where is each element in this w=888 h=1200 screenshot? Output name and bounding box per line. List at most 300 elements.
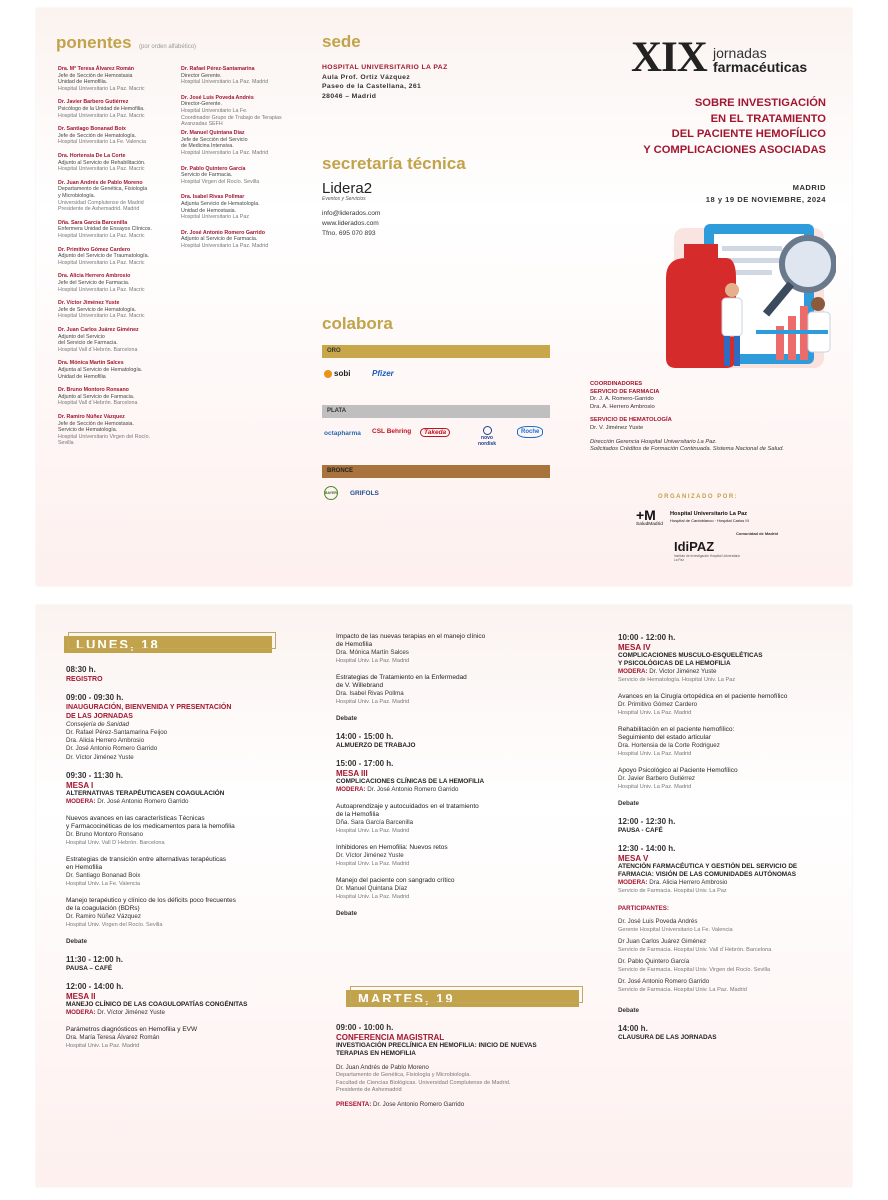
session-time: 09:30 - 11:30 h. — [66, 770, 123, 780]
event-title-line: Y COMPLICACIONES ASOCIADAS — [643, 143, 826, 156]
speaker-affiliation: Presidente de Ashemadrid — [336, 1087, 402, 1093]
speaker-hospital: Hospital Universitario La Fe. Valencia — [58, 139, 146, 146]
session-time: 09:00 - 10:00 h. — [336, 1023, 394, 1032]
speaker-hospital: Hospital Universitario La Paz. Macric — [58, 85, 145, 92]
event-title — [526, 96, 826, 158]
lidera-web[interactable]: www.liderados.com — [322, 220, 379, 227]
talk-title: Seguimiento del estado articular — [618, 734, 711, 741]
participant-name: Dr. Pablo Quintero García — [618, 958, 690, 965]
org-salud: SaludMadrid — [636, 522, 663, 527]
sponsor-csl-behring: CSL Behring — [372, 428, 412, 435]
program-block — [618, 633, 833, 684]
talk-hospital: Hospital Univ. Virgen del Rocío. Sevilla — [66, 921, 163, 928]
speaker-role: Jefe de Sección de Hematología. — [58, 132, 137, 139]
tier-oro: ORO — [322, 345, 550, 358]
coord-name: Dra. A. Herrero Ambrosio — [590, 403, 655, 410]
talk-hospital: Hospital Univ. La Paz. Madrid — [336, 861, 410, 867]
secretaria-title: secretaría técnica — [322, 154, 466, 173]
program-block — [336, 633, 571, 665]
ponentes-header — [56, 33, 196, 53]
program-block — [336, 844, 571, 868]
speaker-entry — [181, 230, 299, 250]
talk-speaker: Dr. Javier Barbero Gutiérrez — [618, 775, 696, 782]
sede-line: Aula Prof. Ortiz Vázquez — [322, 73, 411, 81]
talk-title: de V. Willebrand — [336, 682, 384, 689]
moderator-label: MODERA: — [66, 1008, 96, 1016]
lidera-logo-text: Lidera2 — [322, 180, 373, 197]
speaker-role: Adjunto del Servicio de Traumatología. — [58, 253, 149, 260]
speaker-name: Dr. Víctor Jiménez Yuste — [58, 300, 120, 307]
speaker-name: Dña. Sara García Barcenilla — [58, 219, 128, 226]
speaker-name: Dr. Pablo Quintero García — [181, 165, 246, 172]
session-heading: CLAUSURA DE LAS JORNADAS — [618, 1034, 717, 1041]
speaker-hospital: Hospital Universitario La Paz. Macric — [58, 259, 145, 266]
speaker-role: Adjunto del Servicio — [58, 333, 105, 340]
speaker-name: Dr. Bruno Montoro Ronsano — [58, 387, 129, 394]
speaker-role: Adjunta Servicio de Hematología. — [181, 200, 260, 207]
speaker-role: Unidad de Hemofilia — [58, 373, 106, 380]
session-time: 14:00 - 15:00 h. — [336, 732, 394, 741]
session-heading: TERAPIAS EN HEMOFILIA — [336, 1050, 416, 1057]
direccion-gerencia: Dirección Gerencia Hospital Universitario La Paz. — [590, 438, 717, 445]
program-block — [336, 732, 571, 750]
speaker-entry — [58, 99, 176, 119]
talk-title: de la Hemofilia — [336, 811, 379, 818]
program-block — [66, 815, 296, 847]
program-block — [336, 910, 571, 918]
session-time: 14:00 h. — [618, 1024, 648, 1033]
speaker-entry — [181, 95, 299, 128]
speaker-hospital: Hospital Universitario La Paz. Macric — [58, 166, 145, 173]
coord-name: Dr. V. Jiménez Yuste — [590, 424, 644, 431]
talk-title: Estrategias de transición entre alternativas terapéuticas — [66, 855, 227, 863]
session-mesa: MESA IV — [618, 643, 651, 652]
session-time: 10:00 - 12:00 h. — [618, 633, 676, 642]
speaker-hospital: Hospital Universitario La Paz. Macric — [58, 313, 145, 320]
speaker-name: Dr. Ramiro Núñez Vázquez — [58, 414, 125, 420]
speaker-role: de Medicina Intensiva. — [181, 143, 234, 150]
program-block — [618, 1024, 833, 1042]
speaker-entry — [58, 327, 176, 353]
sede-line: Paseo de la Castellana, 261 — [322, 83, 422, 90]
speaker-extra: Coordinador Grupo de Trabajo de Terapias Avanzadas SEFH — [181, 114, 282, 128]
speaker-name: Dr. José Luis Poveda Andrés — [181, 94, 254, 101]
coordinators — [590, 381, 784, 454]
organizado-label: ORGANIZADO POR: — [658, 494, 739, 500]
tier-plata: PLATA — [322, 405, 550, 418]
speaker-affiliation: Facultad de Ciencias Biológicas. Universidad Complutense de Madrid. — [336, 1079, 511, 1086]
event-city: MADRID — [792, 183, 826, 192]
talk-speaker: Dra. Hortensia de la Corte Rodriguez — [618, 742, 720, 749]
talk-hospital: Hospital Univ. La Paz. Madrid — [336, 699, 410, 705]
speaker-role: y Microbiología. — [58, 192, 96, 199]
speaker-extra: Presidente de Ashemadrid. Madrid — [58, 206, 140, 213]
sponsor-octapharma: octapharma — [324, 430, 361, 437]
session-mesa: MESA I — [66, 780, 94, 790]
coord-name: Dr. J. A. Romero-Garrido — [590, 396, 654, 403]
moderator-affiliation: Servicio de Hematología. Hospital Univ. La Paz — [618, 677, 736, 683]
talk-hospital: Hospital Univ. La Paz. Madrid — [66, 1042, 140, 1049]
speaker-hospital: Hospital Universitario La Paz. Macric — [58, 232, 145, 239]
brand-bottom: farmacéuticas — [713, 59, 808, 75]
program-block — [336, 1023, 581, 1109]
speaker-role: Adjunto al Servicio de Rehabilitación. — [58, 159, 146, 166]
org-hospital-sub: Hospital de Cantoblanco · Hospital Carlos III — [670, 517, 749, 523]
session-heading: FARMACIA: VISIÓN DE LAS COMUNIDADES AUTÓNOMAS — [618, 871, 796, 878]
program-block — [66, 982, 296, 1017]
speaker-name: Dra. Alicia Herrero Ambrosio — [58, 273, 131, 280]
sede-title: sede — [322, 32, 361, 51]
session-mesa: MESA II — [66, 991, 96, 1001]
talk-hospital: Hospital Univ. La Paz. Madrid — [336, 828, 410, 834]
speaker-role: Adjunto al Servicio de Farmacia. — [181, 236, 258, 243]
program-block — [66, 938, 296, 946]
speaker-name: Dra. Hortensia De La Corte — [58, 153, 126, 159]
session-heading: COMPLICACIONES CLÍNICAS DE LA HEMOFILIA — [336, 778, 485, 785]
hemophilia-illustration — [656, 218, 836, 378]
talk-speaker: Dr. Bruno Montoro Ronsano — [66, 830, 144, 838]
talk-speaker: Dña. Sara García Barcenilla — [336, 819, 414, 826]
brand-wordmark — [713, 46, 807, 74]
participant-affiliation: Servicio de Farmacia. Hospital Univ. Virgen del Rocío. Sevilla — [618, 967, 771, 973]
speaker-entry — [58, 220, 176, 240]
talk-hospital: Hospital Univ. La Fe. Valencia — [66, 880, 141, 887]
talk-speaker: Dr. Ramiro Núñez Vázquez — [66, 912, 141, 920]
brand-logo — [631, 36, 707, 80]
participant-name: Dr Juan Carlos Juárez Giménez — [618, 938, 707, 945]
speaker-role: Adjunta al Servicio de Hematología. — [58, 366, 143, 373]
program-block — [66, 856, 296, 888]
speaker-hospital: Universidad Complutense de Madrid — [58, 199, 144, 206]
speaker-name: Dr. Juan Andrés de Pablo Moreno — [58, 179, 143, 186]
participant-name: Dr. José Antonio Romero Garrido — [618, 978, 710, 985]
participant-affiliation: Servicio de Farmacia. Hospital Univ. Vall d´Hebrón. Barcelona — [618, 947, 772, 953]
debate-label: Debate — [618, 1007, 639, 1014]
moderator-name: Dra. Alicia Herrero Ambrosio — [649, 879, 728, 886]
moderator-label: MODERA: — [336, 786, 366, 793]
talk-hospital: Hospital Univ. Vall D´Hebrón. Barcelona — [66, 839, 165, 846]
speaker-role: Director Gerente. — [181, 72, 222, 79]
speaker-entry — [181, 66, 299, 86]
program-block — [618, 904, 833, 994]
speaker-role: Enfermera Unidad de Ensayos Clínicos. — [58, 226, 152, 233]
speaker-role: Adjunto al Servicio de Farmacia. — [58, 393, 135, 400]
sponsor-sobi: sobi — [324, 369, 350, 378]
session-heading: COMPLICACIONES MUSCULO-ESQUELÉTICAS — [618, 652, 763, 659]
talk-hospital: Hospital Univ. La Paz. Madrid — [336, 894, 410, 900]
talk-speaker: Dr. Santiago Bonanad Boix — [66, 871, 141, 879]
session-title: REGISTRO — [66, 676, 103, 683]
talk-speaker: Dr. Primitivo Gómez Cardero — [618, 701, 698, 708]
session-title: DE LAS JORNADAS — [66, 713, 133, 720]
speaker-role: Jefe de Servicio de Hematología. — [58, 306, 137, 313]
program-block — [618, 726, 833, 758]
moderator-label: MODERA: — [66, 797, 96, 805]
speaker-hospital: Hospital Virgen del Rocío. Sevilla — [181, 178, 260, 185]
org-lapaz-mark: +M — [636, 507, 656, 523]
program-block — [618, 693, 833, 717]
session-time: 15:00 - 17:00 h. — [336, 759, 394, 768]
participant-name: Dr. José Luis Poveda Andrés — [618, 918, 698, 925]
presenter-label: PRESENTA: — [336, 1100, 372, 1108]
program-block — [66, 955, 296, 973]
sponsor-bayer: BAYER — [324, 486, 338, 500]
moderator-name: Dr. Víctor Jiménez Yuste — [97, 1008, 165, 1016]
talk-title: de Hemofilia — [336, 641, 373, 648]
speaker-role: Director-Gerente. — [181, 101, 222, 108]
session-heading: MANEJO CLÍNICO DE LAS COAGULOPATÍAS CONGÉNITAS — [66, 1000, 248, 1008]
speaker-name: Dr. Primitivo Gómez Cardero — [58, 246, 131, 253]
speaker-role: Servicio de Hematología. — [58, 427, 118, 434]
participant-affiliation: Gerente Hospital Universitario La Fe. Valencia — [618, 927, 733, 933]
speaker-entry — [58, 273, 176, 293]
session-heading: PAUSA – CAFÉ — [66, 964, 113, 972]
event-dates: 18 y 19 DE NOVIEMBRE, 2024 — [705, 195, 826, 204]
speaker-hospital: Hospital Universitario La Fe. — [181, 107, 248, 114]
debate-label: Debate — [336, 910, 357, 917]
coord-hematologia: SERVICIO DE HEMATOLOGÍA — [590, 417, 672, 424]
sponsor-grifols: GRIFOLS — [350, 490, 379, 497]
lidera-contact — [322, 209, 380, 239]
program-block — [618, 817, 833, 835]
sede-hospital: HOSPITAL UNIVERSITARIO LA PAZ — [322, 64, 448, 71]
lidera-phone: Tfno. 695 070 893 — [322, 230, 376, 237]
sponsor-novo-nordisk: novo nordisk — [472, 426, 502, 447]
speaker-name: Dr. Juan Carlos Juárez Giménez — [58, 327, 139, 333]
colabora-title: colabora — [322, 314, 393, 333]
speaker-hospital: Hospital Universitario La Paz. Macric — [58, 286, 145, 293]
talk-speaker: Dra. María Teresa Álvarez Román — [66, 1033, 160, 1041]
speaker-role: Unidad de Hemostasia. — [181, 207, 237, 214]
speaker-name: Dra. Mª Teresa Álvarez Román — [58, 66, 135, 72]
talk-title: Inhibidores en Hemofilia: Nuevos retos — [336, 844, 448, 851]
moderator-name: Dr. José Antonio Romero Garrido — [367, 786, 459, 793]
talk-title: Rehabilitación en el paciente hemofílico: — [618, 726, 735, 733]
session-heading: INVESTIGACIÓN PRECLÍNICA EN HEMOFILIA: INICIO DE NUEVAS — [336, 1042, 537, 1049]
speaker-role: Jefe de Sección de Hemostasia — [58, 72, 133, 79]
session-title: INAUGURACIÓN, BIENVENIDA Y PRESENTACIÓN — [66, 704, 232, 711]
speaker-hospital: Hospital Vall d´Hebrón. Barcelona — [58, 400, 138, 407]
session-time: 12:00 - 12:30 h. — [618, 817, 676, 826]
org-lapaz-logo — [636, 508, 663, 527]
speaker-name: Dr. Manuel Quintana Díaz — [181, 130, 245, 137]
event-title-line: DEL PACIENTE HEMOFÍLICO — [671, 128, 826, 140]
program-block — [618, 1007, 833, 1015]
talk-title: Manejo del paciente con sangrado crítico — [336, 877, 455, 884]
program-block — [618, 800, 833, 808]
speaker-role: Servicio de Farmacia. — [181, 172, 233, 179]
org-lapaz-text — [670, 511, 749, 524]
debate-label: Debate — [336, 715, 357, 722]
brochure-cover-sheet — [36, 8, 852, 586]
moderator-label: MODERA: — [618, 879, 648, 886]
speaker-entry — [58, 387, 176, 407]
coord-farmacia: SERVICIO DE FARMACIA — [590, 388, 660, 395]
speaker-hospital: Hospital Universitario La Paz. Macric — [58, 112, 145, 119]
program-block — [66, 1026, 296, 1050]
session-time: 12:30 - 14:00 h. — [618, 844, 676, 853]
org-idipaz-sub: Instituto de Investigación Hospital Universitario La Paz — [674, 554, 741, 562]
talk-title: en Hemofilia — [66, 863, 103, 871]
speaker-role: Departamento de Genética, Fisiología — [58, 186, 148, 193]
moderator-line — [336, 786, 571, 794]
talk-speaker: Dr. Manuel Quintana Díaz — [336, 885, 408, 892]
speaker-entry — [181, 130, 299, 156]
talk-title: Apoyo Psicológico al Paciente Hemofílico — [618, 767, 738, 774]
speaker-name: Dr. Rafael Pérez-Santamarina — [181, 66, 255, 72]
debate-label: Debate — [618, 800, 639, 807]
org-idipaz: IdiPAZ — [674, 539, 715, 554]
sponsor-pfizer: Pfizer — [372, 369, 394, 378]
speaker-hospital: Hospital Vall d´Hebrón. Barcelona — [58, 346, 138, 353]
speaker-role: Psicólogo de la Unidad de Hemofilia. — [58, 105, 145, 112]
day-banner-lunes: LUNES, 18 — [64, 636, 272, 653]
presenter-name: Dr. Jose Antonio Romero Garrido — [373, 1100, 465, 1108]
event-title-line: EN EL TRATAMIENTO — [710, 112, 826, 125]
speaker-role: Unidad de Hemofilia. — [58, 79, 108, 86]
program-block — [618, 767, 833, 791]
sede-line: 28046 – Madrid — [322, 92, 377, 100]
talk-title: Impacto de las nuevas terapias en el manejo clínico — [336, 633, 486, 640]
session-person: Dra. Alicia Herrero Ambrosio — [66, 737, 145, 745]
creditos-note: Solicitados Créditos de Formación Continuada. Sistema Nacional de Salud. — [590, 446, 784, 453]
speaker-entry — [58, 414, 176, 447]
speaker-entry — [58, 126, 176, 146]
moderator-line — [618, 879, 833, 887]
lidera-logo — [322, 180, 372, 202]
talk-speaker: Dr. Juan Andrés de Pablo Moreno — [336, 1064, 429, 1071]
speaker-hospital: Hospital Universitario Virgen del Rocío. — [58, 433, 151, 440]
program-block — [336, 877, 571, 901]
session-heading: ATENCIÓN FARMACÉUTICA Y GESTIÓN DEL SERVICIO DE — [618, 863, 798, 870]
event-title-line: SOBRE INVESTIGACIÓN — [694, 97, 826, 109]
speaker-entry — [58, 247, 176, 267]
talk-speaker: Dr. Víctor Jiménez Yuste — [336, 852, 404, 859]
talk-title: de la coagulación (BDRs) — [66, 904, 140, 912]
speaker-hospital: Hospital Universitario La Paz. Madrid — [181, 149, 269, 156]
speaker-entry — [181, 166, 299, 186]
speaker-name: Dra. Isabel Rivas Pollmar — [181, 194, 245, 201]
session-heading: Y PSICOLÓGICAS DE LA HEMOFILIA — [618, 660, 731, 667]
program-block — [66, 771, 296, 806]
session-heading: PAUSA - CAFÉ — [618, 827, 663, 834]
brand-top: jornadas — [713, 45, 767, 61]
talk-title: Estrategias de Tratamiento en la Enfermedad — [336, 674, 467, 681]
talk-speaker: Dra. Mónica Martín Salces — [336, 649, 409, 656]
brand-roman-numeral: XIX — [631, 34, 707, 81]
talk-hospital: Hospital Univ. La Paz. Madrid — [618, 710, 692, 716]
talk-title: Parámetros diagnósticos en Hemofilia y EVW — [66, 1025, 198, 1033]
day-banner-martes: MARTES, 19 — [346, 990, 579, 1007]
lidera-tagline: Eventos y Servicios — [322, 196, 366, 202]
speaker-affiliation: Departamento de Genética, Fisiología y Microbiología. — [336, 1072, 471, 1078]
talk-hospital: Hospital Univ. La Paz. Madrid — [336, 658, 410, 664]
program-block — [336, 759, 571, 794]
talk-title: Autoaprendizaje y autocuidados en el tratamiento — [336, 803, 479, 810]
sponsor-takeda: Takeda — [420, 428, 450, 437]
speaker-name: Dr. José Antonio Romero Garrido — [181, 229, 265, 236]
org-comunidad: Comunidad de Madrid — [736, 531, 778, 536]
speaker-hospital: Hospital Universitario La Paz. Madrid — [181, 79, 269, 86]
speaker-entry — [181, 194, 299, 220]
session-person: Dr. José Antonio Romero Garrido — [66, 745, 158, 753]
session-person: Dr. Víctor Jiménez Yuste — [66, 753, 134, 761]
moderator-line — [618, 668, 833, 676]
speaker-hospital: Hospital Universitario La Paz. Madrid — [181, 242, 269, 249]
speaker-role: Jefe de Sección del Servicio — [181, 136, 248, 143]
session-time: 11:30 - 12:00 h. — [66, 954, 123, 964]
moderator-line — [66, 798, 296, 806]
sobi-icon — [324, 370, 332, 378]
session-time: 09:00 - 09:30 h. — [66, 693, 124, 702]
novo-nordisk-icon — [483, 426, 492, 435]
program-block — [336, 715, 571, 723]
speaker-name: Dr. Santiago Bonanad Boix — [58, 126, 126, 133]
org-hospital: Hospital Universitario La Paz — [670, 511, 748, 517]
ponentes-subtitle: (por orden alfabético) — [139, 44, 197, 50]
moderator-name: Dr. Victor Jiménez Yuste — [649, 668, 717, 675]
program-block — [66, 897, 296, 929]
event-location-dates — [706, 182, 826, 206]
session-subtitle: Consejería de Sanidad — [66, 721, 129, 728]
program-block — [336, 803, 571, 835]
speaker-extra: Sevilla — [58, 440, 74, 447]
session-heading: ALMUERZO DE TRABAJO — [336, 742, 416, 749]
moderator-label: MODERA: — [618, 668, 648, 675]
session-mesa: MESA III — [336, 769, 368, 778]
participant-affiliation: Servicio de Farmacia. Hospital Univ. La Paz. Madrid — [618, 987, 747, 993]
program-block — [336, 674, 571, 706]
presenter-line — [336, 1101, 581, 1109]
debate-label: Debate — [66, 937, 87, 945]
program-sheet — [36, 605, 852, 1187]
speaker-name: Dr. Javier Barbero Gutiérrez — [58, 99, 129, 106]
ponentes-title: ponentes — [56, 33, 132, 52]
session-heading: ALTERNATIVAS TERAPÉUTICASEN COAGULACIÓN — [66, 789, 225, 797]
sponsor-roche: Roche — [517, 426, 543, 438]
program-block — [66, 693, 296, 762]
moderator-line — [66, 1009, 296, 1017]
session-time: 12:00 - 14:00 h. — [66, 981, 124, 991]
speaker-role: del Servicio de Farmacia. — [58, 340, 118, 347]
talk-title: Manejo terapéutico y clínico de los déficits poco frecuentes — [66, 896, 236, 904]
talk-hospital: Hospital Univ. La Paz. Madrid — [618, 751, 692, 757]
speaker-entry — [58, 180, 176, 213]
talk-title: Nuevos avances en las características Técnicas — [66, 814, 205, 822]
talk-title: Avances en la Cirugía ortopédica en el paciente hemofílico — [618, 693, 788, 700]
speaker-entry — [58, 300, 176, 320]
speaker-entry — [58, 360, 176, 380]
session-mesa: MESA V — [618, 854, 649, 863]
talk-title: y Farmacocinéticas de los medicamentos para la hemofilia — [66, 822, 235, 830]
lidera-email[interactable]: info@liderados.com — [322, 210, 381, 217]
org-idipaz-logo — [674, 540, 744, 562]
moderator-name: Dr. José Antonio Romero Garrido — [97, 797, 189, 805]
moderator-affiliation: Servicio de Farmacia. Hospital Univ. La Paz — [618, 888, 727, 894]
talk-hospital: Hospital Univ. La Paz. Madrid — [618, 784, 692, 790]
speaker-name: Dra. Mónica Martín Salces — [58, 360, 124, 367]
participantes-label: PARTICIPANTES: — [618, 905, 669, 912]
tier-bronce: BRONCE — [322, 465, 550, 478]
speaker-entry — [58, 66, 176, 92]
sede-address — [322, 63, 448, 101]
program-block — [618, 844, 833, 895]
speaker-role: Jefe del Servicio de Farmacia. — [58, 279, 130, 286]
speaker-role: Jefe de Sección de Hemostasia. — [58, 420, 134, 427]
talk-speaker: Dra. Isabel Rivas Pollma — [336, 690, 404, 697]
speaker-hospital: Hospital Universitario La Paz — [181, 214, 250, 221]
session-time: 08:30 h. — [66, 665, 96, 674]
